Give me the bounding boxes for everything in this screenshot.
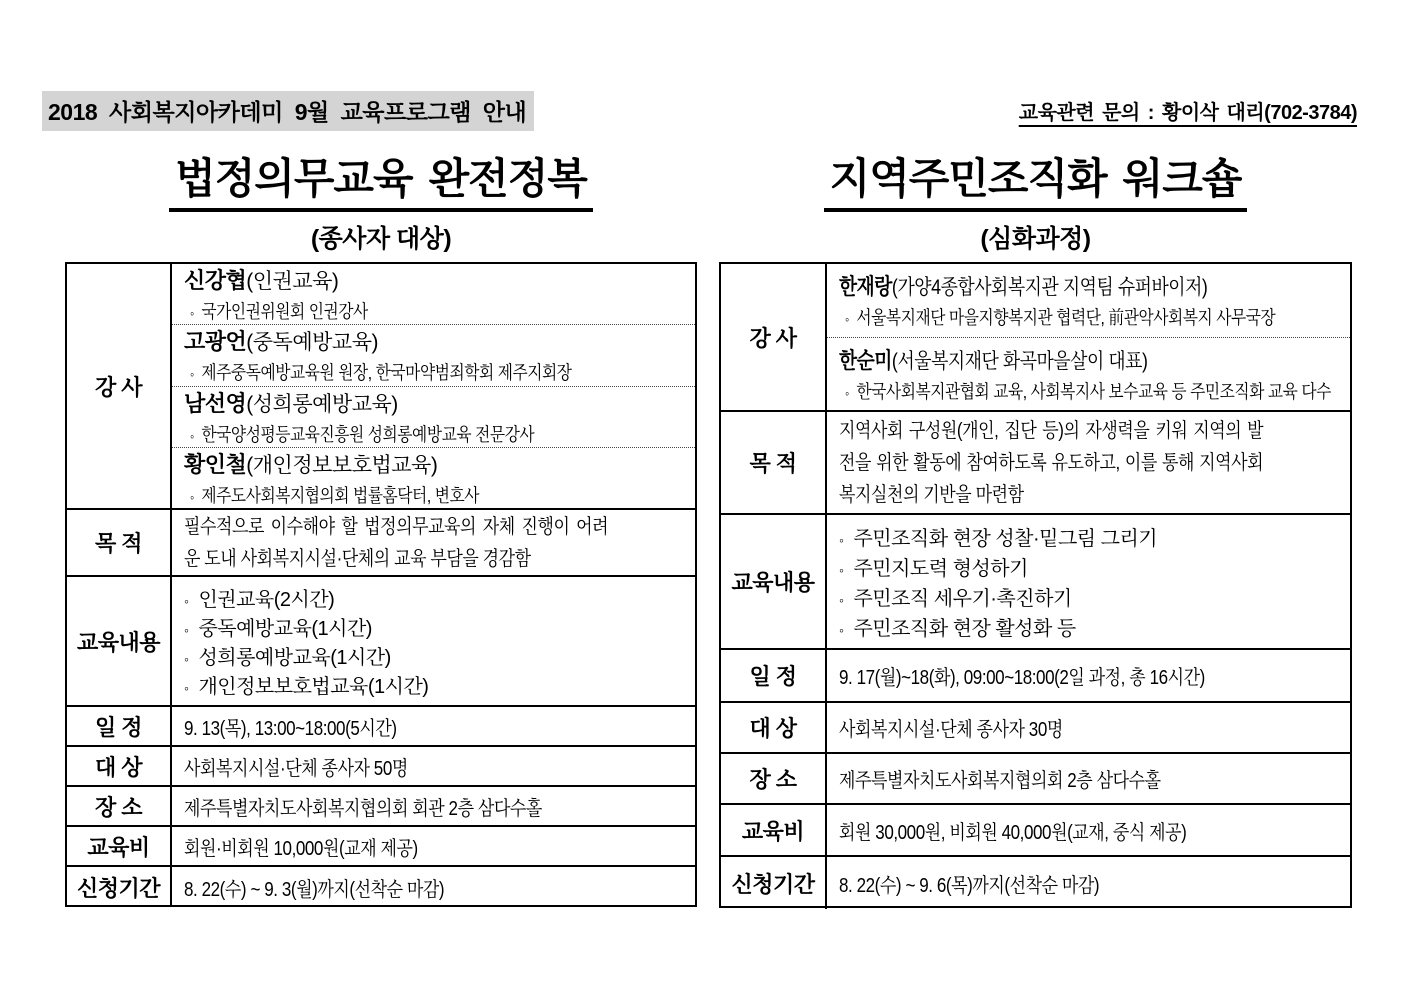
lecturer-name: 한재랑 [839,274,892,300]
bullet-icon: ◦ [189,305,194,322]
bullet-icon: ◦ [189,427,194,444]
program-title [169,152,593,212]
bullet-icon: ◦ [189,366,194,383]
content-item-text: 성희롱예방교육(1시간) [198,647,391,669]
program-title [824,152,1248,212]
venue-text: 제주특별자치도사회복지협의회 회관 2층 삼다수홀 [184,797,542,820]
lecturer-name: 고광언 [184,329,247,355]
row-label-contents: 교육내용 [721,515,827,648]
lecturers-cell [827,264,1350,410]
lecturer-desc: 제주중독예방교육원 원장, 한국마약범죄학회 제주지회장 [201,362,572,384]
lecturer-field: (가양4종합사회복지관 지역팀 슈퍼바이저) [891,276,1208,300]
apply-text: 8. 22(수) ~ 9. 3(월)까지(선착순 마감) [184,878,445,901]
bullet-icon: ◦ [184,593,189,609]
row-label-venue: 장 소 [67,787,172,825]
row-label-lecturers: 강 사 [721,264,827,410]
lecturer-field: (서울복지재단 화곡마을살이 대표) [891,349,1148,373]
program-title-emphasized: 지역주민조직화 [829,155,1107,202]
bullet-icon: ◦ [839,532,844,548]
row-label-schedule: 일 정 [67,707,172,745]
program-subtitle: (종사자 대상) [310,224,452,253]
row-label-lecturers: 강 사 [67,264,172,508]
content-item-text: 주민지도력 형성하기 [853,558,1028,580]
program-title-block-left [65,152,697,255]
venue-cell [827,754,1350,803]
row-schedule [721,650,1350,703]
program-title-rest: 완전정복 [428,155,587,202]
lecturer-name: 남선영 [184,390,247,416]
row-label-apply: 신청기간 [67,867,172,907]
target-text: 사회복지시설·단체 종사자 30명 [839,719,1063,741]
schedule-text: 9. 17(월)~18(화), 09:00~18:00(2일 과정, 총 16시간) [839,667,1205,689]
row-contents [67,577,695,707]
purpose-cell [172,510,695,575]
bullet-icon: ◦ [189,488,194,505]
content-item [839,552,1338,581]
row-contents [721,515,1350,650]
lecturer-entry [172,264,695,325]
contents-cell [827,515,1350,648]
row-venue [721,754,1350,805]
content-item-text: 중독예방교육(1시간) [198,618,372,640]
schedule-cell [827,650,1350,701]
lecturer-field: (인권교육) [246,270,339,294]
lecturer-entry [172,325,695,386]
apply-cell [827,857,1350,909]
program-title-block-right [719,152,1352,255]
fee-text: 회원·비회원 10,000원(교재 제공) [184,837,418,860]
row-purpose [67,510,695,577]
purpose-text: 지역사회 구성원(개인, 집단 등)의 자생력을 키워 지역의 발전을 위한 활동에 참여하도록 유도하고, 이를 통해 지역사회복지실천의 기반을 마련함 [839,419,1264,506]
lecturer-field: (성희롱예방교육) [246,392,398,416]
lecturer-entry [827,264,1350,338]
bullet-icon: ◦ [184,622,189,638]
venue-text: 제주특별자치도사회복지협의회 2층 삼다수홀 [839,770,1161,792]
row-label-target: 대 상 [721,703,827,752]
fee-cell [827,805,1350,855]
content-item-text: 주민조직 세우기·촉진하기 [853,588,1072,610]
row-target [721,703,1350,754]
venue-cell [172,787,695,825]
content-item-text: 인권교육(2시간) [198,589,335,611]
document-title: 2018 사회복지아카데미 9월 교육프로그램 안내 [42,91,534,131]
lecturer-name: 황인철 [184,451,247,477]
row-schedule [67,707,695,747]
row-label-schedule: 일 정 [721,650,827,701]
bullet-icon: ◦ [839,592,844,608]
content-item-text: 주민조직화 현장 성찰·밑그림 그리기 [853,528,1158,550]
lecturer-desc: 한국사회복지관협회 교육, 사회복지사 보수교육 등 주민조직화 교육 다수 [856,380,1331,402]
program-title-rest: 워크숍 [1122,155,1242,202]
row-target [67,747,695,787]
bullet-icon: ◦ [839,562,844,578]
row-label-contents: 교육내용 [67,577,172,705]
lecturer-desc: 한국양성평등교육진흥원 성희롱예방교육 전문강사 [201,423,535,445]
fee-cell [172,827,695,865]
row-label-purpose: 목 적 [721,412,827,513]
lecturer-field: (개인정보보호법교육) [246,453,438,477]
row-label-apply: 신청기간 [721,857,827,909]
row-label-venue: 장 소 [721,754,827,803]
lecturer-desc: 서울복지재단 마을지향복지관 협력단, 前관악사회복지 사무국장 [856,307,1276,329]
row-venue [67,787,695,827]
content-item-text: 개인정보보호법교육(1시간) [198,676,429,698]
bullet-icon: ◦ [839,622,844,638]
bullet-icon: ◦ [844,311,849,328]
content-item [184,670,683,699]
row-label-purpose: 목 적 [67,510,172,575]
bullet-icon: ◦ [184,680,189,696]
row-fee [721,805,1350,857]
row-lecturers [67,264,695,510]
contact-info: 교육관련 문의 : 황이삭 대리(702-3784) [1018,102,1357,124]
target-cell [172,747,695,785]
row-purpose [721,412,1350,515]
schedule-cell [172,707,695,745]
content-item [839,612,1338,641]
row-apply [67,867,695,907]
lecturers-cell [172,264,695,508]
lecturer-name: 한순미 [839,347,892,373]
row-label-target: 대 상 [67,747,172,785]
content-item [184,641,683,670]
contents-cell [172,577,695,705]
lecturer-entry [172,387,695,448]
program-table-left [65,262,697,907]
lecturer-desc: 제주도사회복지협의회 법률홈닥터, 변호사 [201,484,480,506]
schedule-text: 9. 13(목), 13:00~18:00(5시간) [184,717,397,740]
lecturer-desc: 국가인권위원회 인권강사 [201,301,368,323]
purpose-cell [827,412,1350,513]
program-title-emphasized: 법정의무교육 [175,155,413,202]
program-table-right [719,262,1352,908]
program-subtitle: (심화과정) [980,224,1091,253]
target-text: 사회복지시설·단체 종사자 50명 [184,757,408,780]
apply-cell [172,867,695,907]
lecturer-entry [827,338,1350,411]
row-label-fee: 교육비 [721,805,827,855]
content-item-text: 주민조직화 현장 활성화 등 [853,618,1076,640]
lecturer-field: (중독예방교육) [246,331,378,355]
content-item [184,612,683,641]
apply-text: 8. 22(수) ~ 9. 6(목)까지(선착순 마감) [839,874,1100,897]
bullet-icon: ◦ [184,651,189,667]
row-apply [721,857,1350,909]
row-lecturers [721,264,1350,412]
content-item [839,582,1338,611]
content-item [184,583,683,612]
row-fee [67,827,695,867]
target-cell [827,703,1350,752]
lecturer-name: 신강협 [184,268,247,294]
content-item [839,522,1338,551]
lecturer-entry [172,448,695,508]
bullet-icon: ◦ [844,384,849,401]
row-label-fee: 교육비 [67,827,172,865]
purpose-text: 필수적으로 이수해야 할 법정의무교육의 자체 진행이 어려운 도내 사회복지시설·단체의 교육 부담을 경감함 [184,515,609,570]
fee-text: 회원 30,000원, 비회원 40,000원(교재, 중식 제공) [839,821,1187,844]
